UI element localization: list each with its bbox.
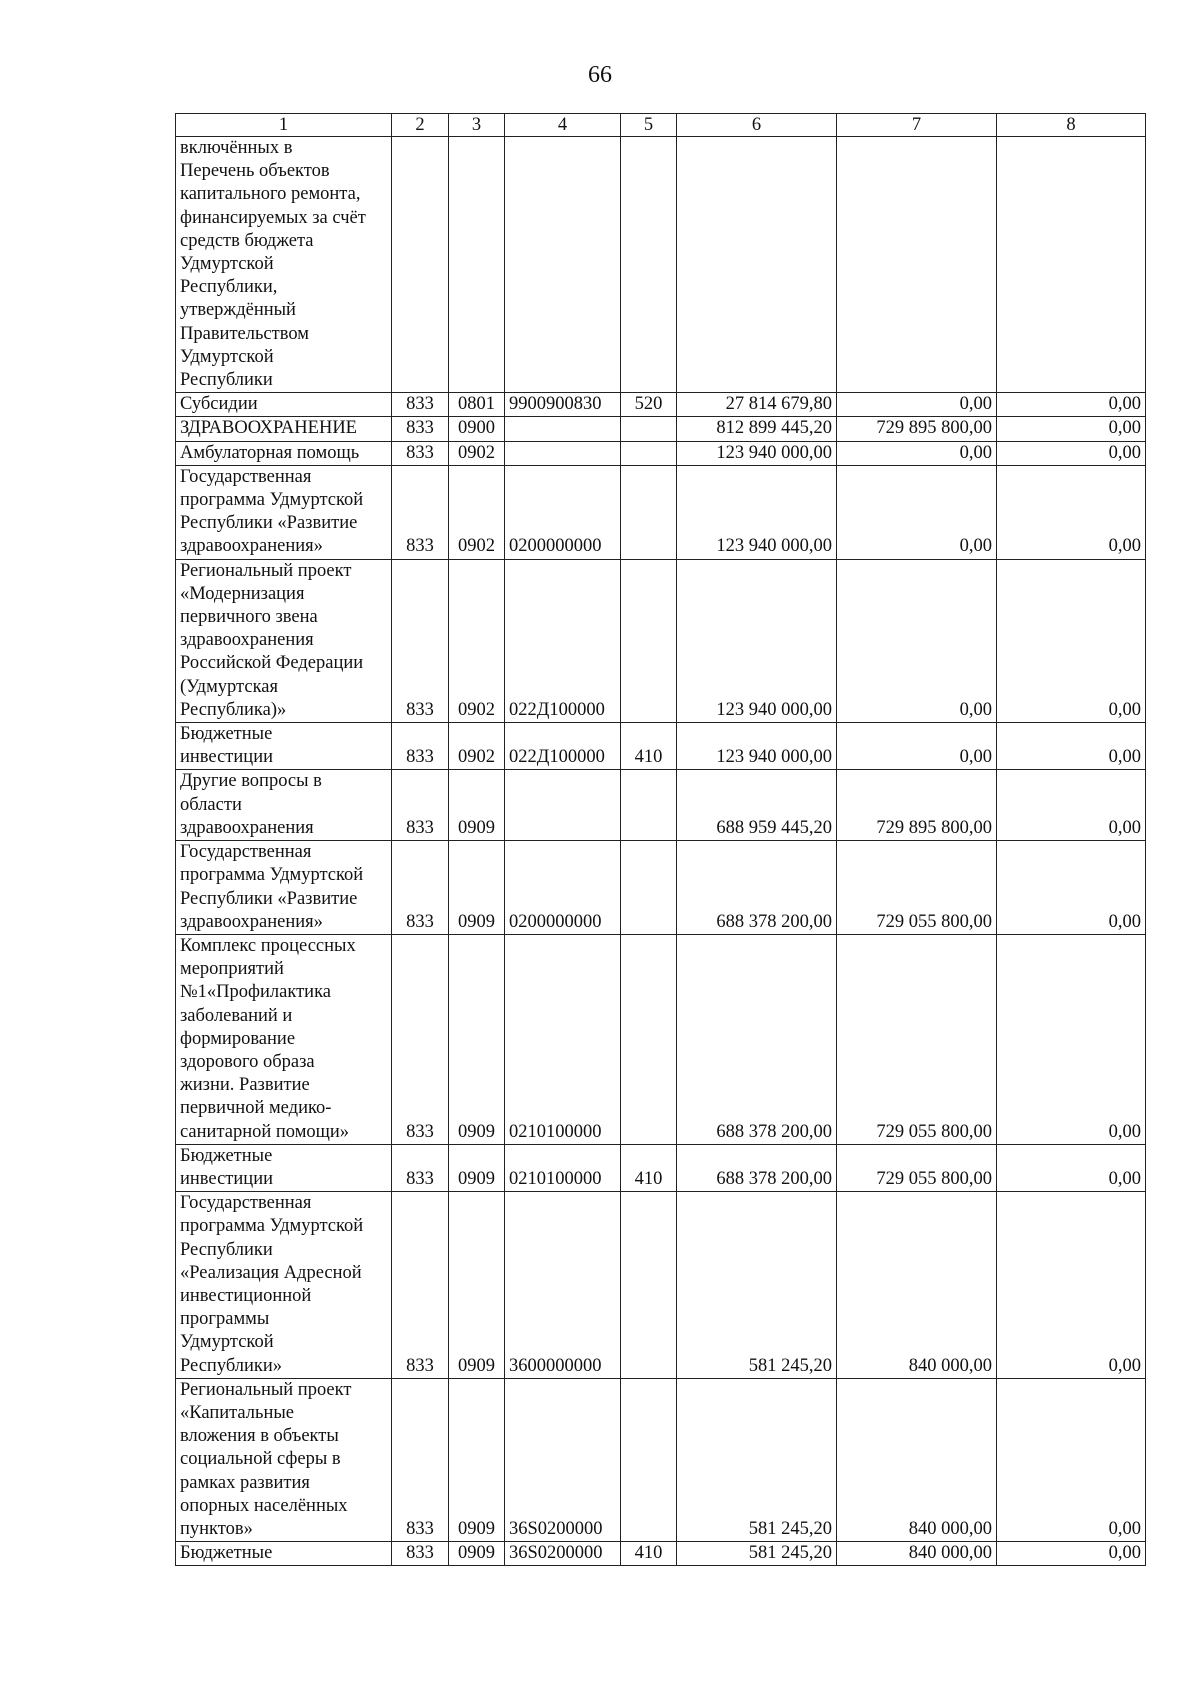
target-article-cell: 36S0200000 <box>505 1378 621 1541</box>
amount-col8-cell: 0,00 <box>997 934 1146 1144</box>
budget-table <box>175 113 1146 1566</box>
target-article-cell: 3600000000 <box>505 1192 621 1379</box>
amount-col6-cell: 123 940 000,00 <box>677 465 837 559</box>
amount-col7-cell: 840 000,00 <box>837 1542 997 1566</box>
target-article-cell <box>505 417 621 441</box>
table-row <box>176 934 1146 1144</box>
row-name-cell: Бюджетные <box>176 1542 392 1566</box>
amount-col7-cell: 0,00 <box>837 393 997 417</box>
table-row <box>176 1192 1146 1379</box>
amount-col6-cell <box>677 137 837 393</box>
expense-type-cell: 410 <box>621 1144 677 1191</box>
table-row <box>176 559 1146 722</box>
amount-col8-cell: 0,00 <box>997 1144 1146 1191</box>
amount-col7-cell <box>837 137 997 393</box>
row-name-cell: Бюджетные инвестиции <box>176 1144 392 1191</box>
amount-col6-cell: 27 814 679,80 <box>677 393 837 417</box>
amount-col7-cell: 729 055 800,00 <box>837 934 997 1144</box>
amount-col7-cell: 840 000,00 <box>837 1378 997 1541</box>
amount-col7-cell: 0,00 <box>837 465 997 559</box>
row-name-cell: включённых в Перечень объектов капитального ремонта, финансируемых за счёт средств бюджета Удмуртской Республики, утверждённый Правительством Удмуртской Республики <box>176 137 392 393</box>
amount-col7-cell: 0,00 <box>837 723 997 770</box>
target-article-cell: 0210100000 <box>505 1144 621 1191</box>
section-code-cell: 0909 <box>449 841 505 935</box>
section-code-cell: 0801 <box>449 393 505 417</box>
ministry-code-cell: 833 <box>392 1144 449 1191</box>
amount-col8-cell: 0,00 <box>997 441 1146 465</box>
expense-type-cell <box>621 417 677 441</box>
section-code-cell: 0900 <box>449 417 505 441</box>
column-header: 2 <box>392 114 449 137</box>
amount-col6-cell: 123 940 000,00 <box>677 723 837 770</box>
section-code-cell: 0902 <box>449 723 505 770</box>
amount-col8-cell: 0,00 <box>997 770 1146 841</box>
column-header: 8 <box>997 114 1146 137</box>
row-name-cell: Бюджетные инвестиции <box>176 723 392 770</box>
expense-type-cell <box>621 1378 677 1541</box>
amount-col8-cell: 0,00 <box>997 559 1146 722</box>
section-code-cell: 0909 <box>449 1378 505 1541</box>
amount-col6-cell: 812 899 445,20 <box>677 417 837 441</box>
amount-col7-cell: 0,00 <box>837 441 997 465</box>
column-header: 7 <box>837 114 997 137</box>
amount-col8-cell: 0,00 <box>997 393 1146 417</box>
amount-col8-cell: 0,00 <box>997 723 1146 770</box>
ministry-code-cell: 833 <box>392 723 449 770</box>
ministry-code-cell: 833 <box>392 1192 449 1379</box>
section-code-cell: 0909 <box>449 934 505 1144</box>
expense-type-cell <box>621 934 677 1144</box>
expense-type-cell: 410 <box>621 1542 677 1566</box>
target-article-cell: 022Д100000 <box>505 723 621 770</box>
ministry-code-cell: 833 <box>392 841 449 935</box>
amount-col6-cell: 581 245,20 <box>677 1378 837 1541</box>
row-name-cell: ЗДРАВООХРАНЕНИЕ <box>176 417 392 441</box>
amount-col7-cell: 0,00 <box>837 559 997 722</box>
expense-type-cell <box>621 465 677 559</box>
column-header: 5 <box>621 114 677 137</box>
ministry-code-cell: 833 <box>392 1378 449 1541</box>
table-row <box>176 770 1146 841</box>
table-row <box>176 1144 1146 1191</box>
row-name-cell: Комплекс процессных мероприятий №1«Профилактика заболеваний и формирование здорового образа жизни. Развитие первичной медико- санитарной помощи» <box>176 934 392 1144</box>
amount-col8-cell: 0,00 <box>997 1378 1146 1541</box>
section-code-cell: 0902 <box>449 559 505 722</box>
ministry-code-cell: 833 <box>392 770 449 841</box>
table-row <box>176 723 1146 770</box>
amount-col6-cell: 123 940 000,00 <box>677 441 837 465</box>
amount-col8-cell: 0,00 <box>997 417 1146 441</box>
target-article-cell: 36S0200000 <box>505 1542 621 1566</box>
ministry-code-cell: 833 <box>392 441 449 465</box>
amount-col6-cell: 688 378 200,00 <box>677 1144 837 1191</box>
expense-type-cell <box>621 1192 677 1379</box>
table-row <box>176 465 1146 559</box>
expense-type-cell <box>621 137 677 393</box>
section-code-cell: 0902 <box>449 465 505 559</box>
row-name-cell: Государственная программа Удмуртской Республики «Реализация Адресной инвестиционной программы Удмуртской Республики» <box>176 1192 392 1379</box>
expense-type-cell <box>621 841 677 935</box>
section-code-cell: 0909 <box>449 1192 505 1379</box>
column-header: 4 <box>505 114 621 137</box>
column-header: 1 <box>176 114 392 137</box>
target-article-cell: 0210100000 <box>505 934 621 1144</box>
table-row <box>176 1542 1146 1566</box>
expense-type-cell <box>621 770 677 841</box>
table-row <box>176 441 1146 465</box>
table-row <box>176 137 1146 393</box>
amount-col6-cell: 581 245,20 <box>677 1542 837 1566</box>
expense-type-cell <box>621 559 677 722</box>
column-header: 3 <box>449 114 505 137</box>
table-row <box>176 1378 1146 1541</box>
row-name-cell: Субсидии <box>176 393 392 417</box>
column-header: 6 <box>677 114 837 137</box>
target-article-cell: 0200000000 <box>505 841 621 935</box>
ministry-code-cell: 833 <box>392 417 449 441</box>
section-code-cell: 0909 <box>449 1144 505 1191</box>
target-article-cell: 0200000000 <box>505 465 621 559</box>
amount-col6-cell: 123 940 000,00 <box>677 559 837 722</box>
ministry-code-cell: 833 <box>392 559 449 722</box>
amount-col7-cell: 729 895 800,00 <box>837 417 997 441</box>
amount-col8-cell: 0,00 <box>997 1542 1146 1566</box>
expense-type-cell: 410 <box>621 723 677 770</box>
expense-type-cell <box>621 441 677 465</box>
row-name-cell: Региональный проект «Модернизация первичного звена здравоохранения Российской Федерации (Удмуртская Республика)» <box>176 559 392 722</box>
ministry-code-cell: 833 <box>392 1542 449 1566</box>
ministry-code-cell <box>392 137 449 393</box>
amount-col6-cell: 688 378 200,00 <box>677 934 837 1144</box>
amount-col8-cell: 0,00 <box>997 1192 1146 1379</box>
section-code-cell: 0902 <box>449 441 505 465</box>
page-number: 66 <box>588 62 612 88</box>
amount-col7-cell: 729 055 800,00 <box>837 841 997 935</box>
table-row <box>176 417 1146 441</box>
row-name-cell: Другие вопросы в области здравоохранения <box>176 770 392 841</box>
target-article-cell <box>505 770 621 841</box>
section-code-cell: 0909 <box>449 770 505 841</box>
target-article-cell: 9900900830 <box>505 393 621 417</box>
header-row <box>176 114 1146 137</box>
row-name-cell: Амбулаторная помощь <box>176 441 392 465</box>
row-name-cell: Региональный проект «Капитальные вложения в объекты социальной сферы в рамках развития опорных населённых пунктов» <box>176 1378 392 1541</box>
amount-col8-cell <box>997 137 1146 393</box>
target-article-cell: 022Д100000 <box>505 559 621 722</box>
amount-col7-cell: 840 000,00 <box>837 1192 997 1379</box>
row-name-cell: Государственная программа Удмуртской Республики «Развитие здравоохранения» <box>176 841 392 935</box>
amount-col8-cell: 0,00 <box>997 465 1146 559</box>
table-row <box>176 841 1146 935</box>
amount-col6-cell: 581 245,20 <box>677 1192 837 1379</box>
target-article-cell <box>505 137 621 393</box>
target-article-cell <box>505 441 621 465</box>
ministry-code-cell: 833 <box>392 465 449 559</box>
expense-type-cell: 520 <box>621 393 677 417</box>
section-code-cell <box>449 137 505 393</box>
amount-col7-cell: 729 895 800,00 <box>837 770 997 841</box>
ministry-code-cell: 833 <box>392 393 449 417</box>
table-row <box>176 393 1146 417</box>
section-code-cell: 0909 <box>449 1542 505 1566</box>
amount-col6-cell: 688 378 200,00 <box>677 841 837 935</box>
row-name-cell: Государственная программа Удмуртской Республики «Развитие здравоохранения» <box>176 465 392 559</box>
ministry-code-cell: 833 <box>392 934 449 1144</box>
amount-col8-cell: 0,00 <box>997 841 1146 935</box>
amount-col6-cell: 688 959 445,20 <box>677 770 837 841</box>
table-body <box>176 137 1146 1566</box>
amount-col7-cell: 729 055 800,00 <box>837 1144 997 1191</box>
